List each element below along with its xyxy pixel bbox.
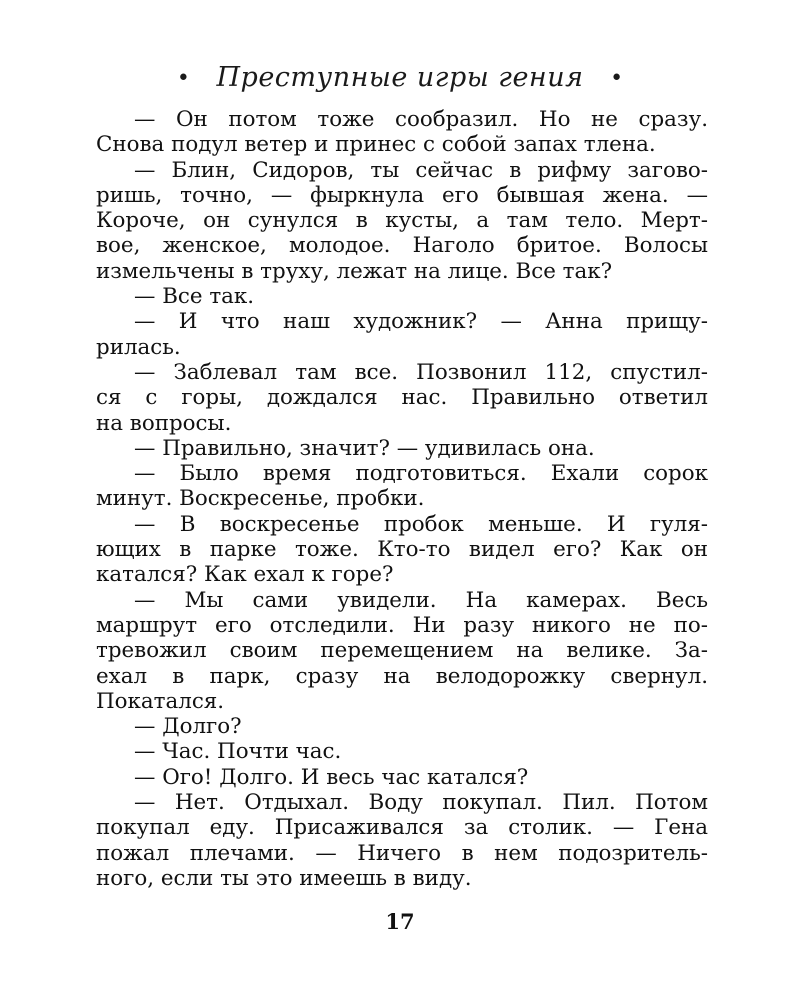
text-line: — Ого! Долго. И весь час катался? [134,764,529,790]
text-line: — Долго? [134,714,242,740]
text-line: ехал в парк, сразу на велодорожку свернул. [96,663,708,689]
page-number: 17 [385,909,415,934]
text-line: на вопросы. [96,410,232,436]
text-line: — Час. Почти час. [134,739,342,765]
header-bullet-right: • [610,65,624,91]
text-line: измельчены в труху, лежат на лице. Все так? [96,258,613,284]
header-bullet-left: • [176,65,190,91]
text-line: — И что наш художник? — Анна прищу- [134,309,708,335]
text-line: — Заблевал там все. Позвонил 112, спустил- [134,359,708,385]
text-line: маршрут его отследили. Ни разу никого не по- [96,612,708,638]
running-header [0,58,800,98]
text-line: ришь, точно, — фыркнула его бывшая жена. — [96,182,708,208]
text-line: покупал еду. Присаживался за столик. — Гена [96,815,708,841]
text-line: Снова подул ветер и принес с собой запах тлена. [96,132,656,158]
text-line: ющих в парке тоже. Кто-то видел его? Как он [96,537,708,563]
text-line: Короче, он сунулся в кусты, а там тело. Мерт- [96,208,708,234]
text-line: — В воскресенье пробок меньше. И гуля- [134,511,708,537]
text-line: пожал плечами. — Ничего в нем подозритель- [96,840,708,866]
text-line: — Блин, Сидоров, ты сейчас в рифму загово- [134,157,708,183]
text-line: — Нет. Отдыхал. Воду покупал. Пил. Потом [134,790,708,816]
text-line: Покатался. [96,688,225,714]
text-line: — Правильно, значит? — удивилась она. [134,435,595,461]
text-line: — Он потом тоже сообразил. Но не сразу. [134,107,708,132]
text-line: минут. Воскресенье, пробки. [96,486,425,512]
text-line: вое, женское, молодое. Наголо бритое. Волосы [96,233,708,259]
text-line: — Мы сами увидели. На камерах. Весь [134,587,708,613]
text-line: катался? Как ехал к горе? [96,562,394,588]
body-text [96,107,708,891]
text-line: ся с горы, дождался нас. Правильно ответил [96,385,708,411]
text-line: ного, если ты это имеешь в виду. [96,865,472,891]
text-line: рилась. [96,334,181,360]
text-line: — Было время подготовиться. Ехали сорок [134,461,708,487]
text-line: тревожил своим перемещением на велике. За- [96,638,708,664]
book-title: Преступные игры гения [216,62,584,93]
text-line: — Все так. [134,284,255,310]
